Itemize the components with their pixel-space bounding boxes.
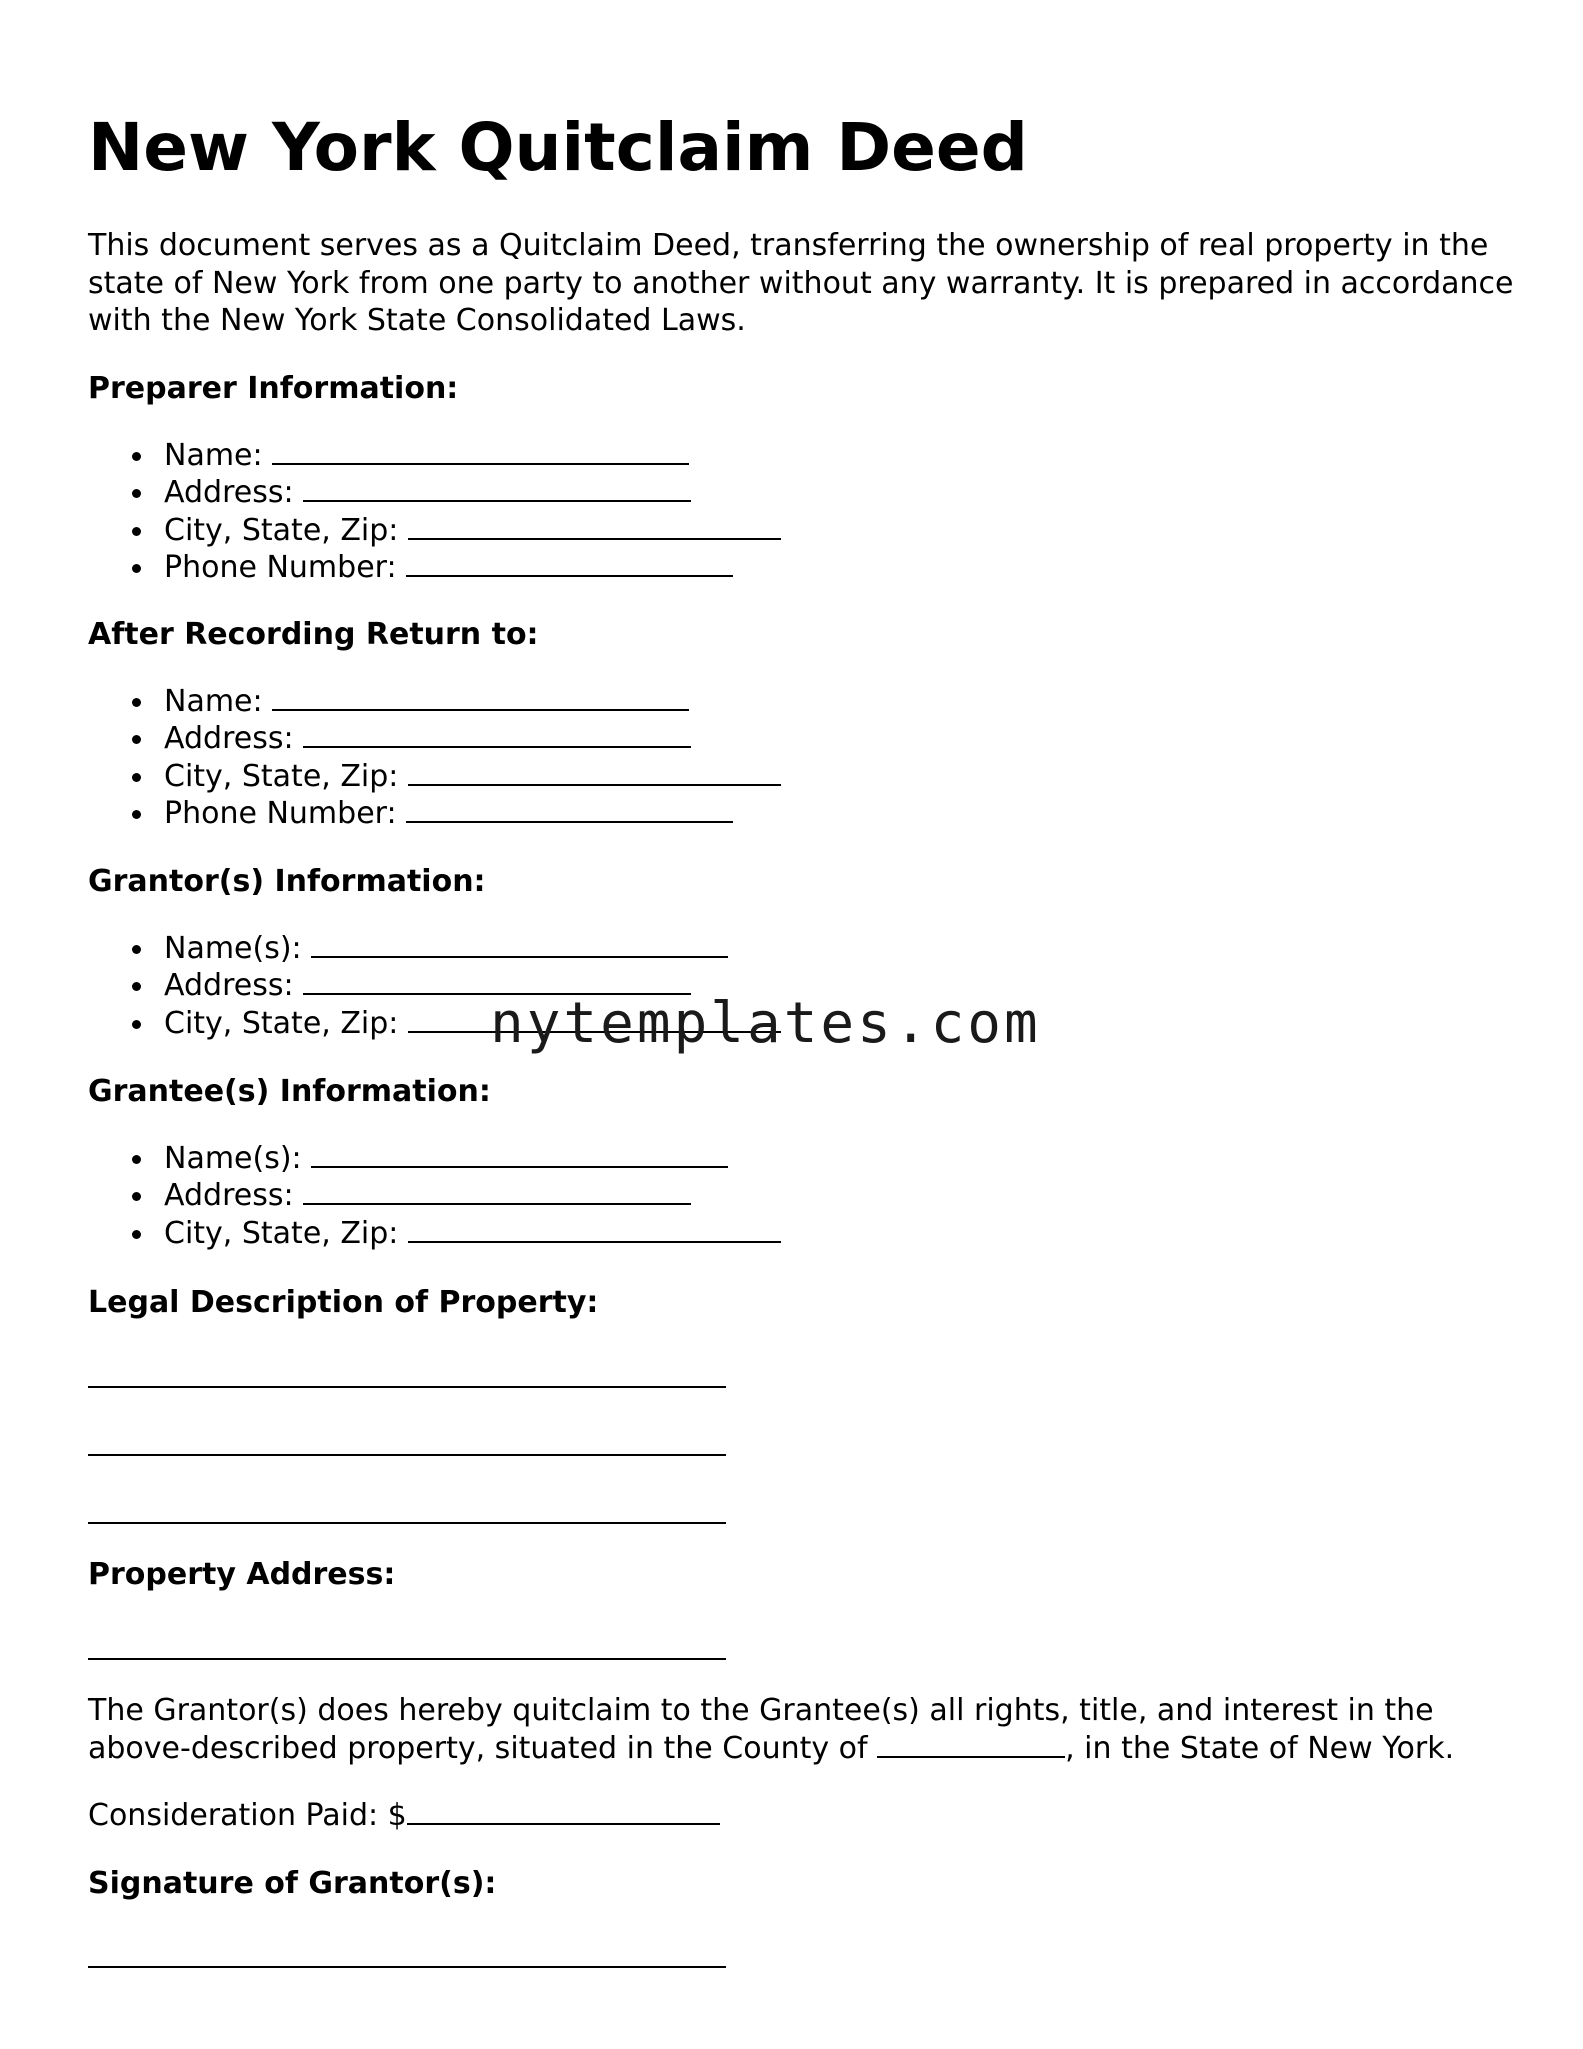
legal-description-heading: Legal Description of Property: (88, 1285, 599, 1320)
watermark-text: nytemplates.com (490, 991, 1041, 1056)
blank-line (272, 683, 689, 711)
field-label: Address: (164, 968, 294, 1004)
quitclaim-line-2-end: , in the State of New York. (1065, 1730, 1455, 1766)
grantee-fields (88, 1140, 781, 1252)
grantee-name-field[interactable] (88, 1140, 781, 1177)
field-label: Address: (164, 1178, 294, 1214)
return-to-fields (88, 683, 781, 832)
preparer-phone-field[interactable] (88, 549, 781, 586)
preparer-city-field[interactable] (88, 512, 781, 549)
preparer-heading: Preparer Information: (88, 371, 459, 406)
grantor-name-field[interactable] (88, 930, 781, 967)
grantor-heading: Grantor(s) Information: (88, 864, 486, 899)
blank-line (408, 758, 781, 786)
blank-line (311, 930, 728, 958)
quitclaim-line-2-start: above-described property, situated in the County of (88, 1730, 878, 1766)
field-label: Address: (164, 475, 294, 511)
field-label: City, State, Zip: (164, 758, 399, 794)
property-address-heading: Property Address: (88, 1557, 396, 1592)
consideration-label: Consideration Paid: $ (88, 1798, 407, 1833)
return-address-field[interactable] (88, 720, 781, 757)
return-phone-field[interactable] (88, 795, 781, 832)
blank-line (272, 437, 689, 465)
field-label: Name: (164, 438, 263, 473)
field-label: City, State, Zip: (164, 1215, 399, 1251)
field-label: Name(s): (164, 1141, 302, 1176)
preparer-address-field[interactable] (88, 474, 781, 511)
field-label: City, State, Zip: (164, 512, 399, 548)
return-to-heading: After Recording Return to: (88, 617, 539, 652)
signature-line[interactable] (88, 1966, 726, 1968)
blank-line (303, 474, 691, 502)
legal-description-line-3[interactable] (88, 1522, 726, 1524)
blank-line (311, 1140, 728, 1168)
legal-description-line-2[interactable] (88, 1454, 726, 1456)
grantee-city-field[interactable] (88, 1215, 781, 1252)
field-label: Name(s): (164, 931, 302, 966)
legal-description-line-1[interactable] (88, 1386, 726, 1388)
consideration-blank (407, 1797, 720, 1825)
preparer-fields (88, 437, 781, 586)
document-title: New York Quitclaim Deed (88, 109, 1028, 186)
blank-line (408, 1215, 781, 1243)
field-label: Phone Number: (164, 795, 397, 831)
county-blank[interactable] (877, 1730, 1065, 1758)
quitclaim-line-1: The Grantor(s) does hereby quitclaim to the Grantee(s) all rights, title, and interest in the (88, 1693, 1434, 1728)
signature-heading: Signature of Grantor(s): (88, 1866, 497, 1901)
quitclaim-paragraph (88, 1692, 1454, 1767)
return-name-field[interactable] (88, 683, 781, 720)
field-label: City, State, Zip: (164, 1005, 399, 1041)
preparer-name-field[interactable] (88, 437, 781, 474)
field-label: Address: (164, 721, 294, 757)
field-label: Name: (164, 684, 263, 719)
blank-line (303, 720, 691, 748)
blank-line (303, 1177, 691, 1205)
intro-paragraph: This document serves as a Quitclaim Deed, transferring the ownership of real property in the state of New York from one party to another without any warranty. It is prepared in accordance with the New York State Consolidated Laws. (88, 228, 1514, 338)
grantee-heading: Grantee(s) Information: (88, 1074, 491, 1109)
blank-line (406, 549, 733, 577)
return-city-field[interactable] (88, 758, 781, 795)
blank-line (408, 512, 781, 540)
consideration-field[interactable] (88, 1797, 720, 1835)
field-label: Phone Number: (164, 549, 397, 585)
property-address-line[interactable] (88, 1658, 726, 1660)
grantee-address-field[interactable] (88, 1177, 781, 1214)
blank-line (406, 795, 733, 823)
